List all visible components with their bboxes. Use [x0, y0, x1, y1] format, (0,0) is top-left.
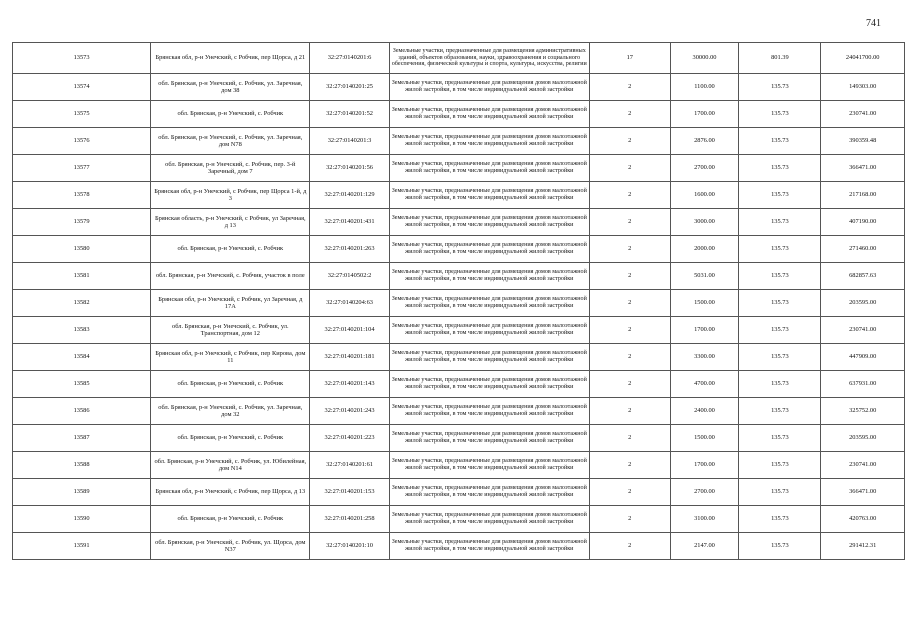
area-cell: 1700.00: [670, 452, 739, 479]
address-cell: Брянская обл, р-н Унечский, с Робчик, пер Щорса 1-й, д 3: [151, 182, 310, 209]
cadastral-value-cell: 420763.00: [821, 506, 905, 533]
specific-value-cell: 135.73: [739, 263, 821, 290]
cadastral-value-cell: 366471.00: [821, 479, 905, 506]
specific-value-cell: 135.73: [739, 74, 821, 101]
use-group-cell: 2: [589, 506, 670, 533]
row-id-cell: 13580: [13, 236, 151, 263]
specific-value-cell: 135.73: [739, 209, 821, 236]
permitted-use-cell: Земельные участки, предназначенные для размещения домов малоэтажной жилой застройки, в том числе индивидуальной жилой застройки: [389, 398, 589, 425]
table-row: [13, 43, 905, 74]
address-cell: обл. Брянская, р-н Унечский, с. Робчик, ул. Заречная, дом N78: [151, 128, 310, 155]
permitted-use-cell: Земельные участки, предназначенные для размещения домов малоэтажной жилой застройки, в том числе индивидуальной жилой застройки: [389, 344, 589, 371]
table-row: [13, 398, 905, 425]
cadastral-value-cell: 366471.00: [821, 155, 905, 182]
area-cell: 2000.00: [670, 236, 739, 263]
row-id-cell: 13587: [13, 425, 151, 452]
specific-value-cell: 135.73: [739, 506, 821, 533]
cadastral-value-cell: 24041700.00: [821, 43, 905, 74]
area-cell: 3300.00: [670, 344, 739, 371]
permitted-use-cell: Земельные участки, предназначенные для размещения домов малоэтажной жилой застройки, в том числе индивидуальной жилой застройки: [389, 290, 589, 317]
cadastral-number-cell: 32:27:0140201:61: [310, 452, 389, 479]
row-id-cell: 13584: [13, 344, 151, 371]
cadastral-number-cell: 32:27:0140201:143: [310, 371, 389, 398]
cadastral-value-cell: 390359.48: [821, 128, 905, 155]
specific-value-cell: 135.73: [739, 344, 821, 371]
specific-value-cell: 135.73: [739, 101, 821, 128]
cadastral-value-cell: 291412.31: [821, 533, 905, 560]
permitted-use-cell: Земельные участки, предназначенные для размещения домов малоэтажной жилой застройки, в том числе индивидуальной жилой застройки: [389, 155, 589, 182]
row-id-cell: 13578: [13, 182, 151, 209]
address-cell: обл. Брянская, р-н Унечский, с. Робчик, ул. Юбилейная, дом N14: [151, 452, 310, 479]
address-cell: Брянская обл, р-н Унечский, с Робчик, ул Заречная, д 17А: [151, 290, 310, 317]
cadastral-value-cell: 325752.00: [821, 398, 905, 425]
area-cell: 1500.00: [670, 425, 739, 452]
specific-value-cell: 135.73: [739, 290, 821, 317]
area-cell: 3100.00: [670, 506, 739, 533]
row-id-cell: 13590: [13, 506, 151, 533]
permitted-use-cell: Земельные участки, предназначенные для размещения домов малоэтажной жилой застройки, в том числе индивидуальной жилой застройки: [389, 371, 589, 398]
permitted-use-cell: Земельные участки, предназначенные для размещения домов малоэтажной жилой застройки, в том числе индивидуальной жилой застройки: [389, 452, 589, 479]
specific-value-cell: 135.73: [739, 452, 821, 479]
table-row: [13, 371, 905, 398]
cadastral-value-table: [12, 42, 905, 560]
area-cell: 2700.00: [670, 155, 739, 182]
cadastral-number-cell: 32:27:0140201:10: [310, 533, 389, 560]
table-row: [13, 506, 905, 533]
use-group-cell: 2: [589, 263, 670, 290]
cadastral-number-cell: 32:27:0140201:243: [310, 398, 389, 425]
specific-value-cell: 135.73: [739, 533, 821, 560]
table-row: [13, 479, 905, 506]
permitted-use-cell: Земельные участки, предназначенные для размещения домов малоэтажной жилой застройки, в том числе индивидуальной жилой застройки: [389, 236, 589, 263]
specific-value-cell: 135.73: [739, 479, 821, 506]
address-cell: обл. Брянская, р-н Унечский, с. Робчик, ул. Щорса, дом N37: [151, 533, 310, 560]
row-id-cell: 13579: [13, 209, 151, 236]
table-body: [13, 43, 905, 560]
address-cell: обл. Брянская, р-н Унечский, с. Робчик, ул. Заречная, дом 38: [151, 74, 310, 101]
table-row: [13, 452, 905, 479]
cadastral-number-cell: 32:27:0140201:181: [310, 344, 389, 371]
table-row: [13, 128, 905, 155]
specific-value-cell: 135.73: [739, 371, 821, 398]
row-id-cell: 13576: [13, 128, 151, 155]
area-cell: 1700.00: [670, 101, 739, 128]
area-cell: 5031.00: [670, 263, 739, 290]
cadastral-value-cell: 407190.00: [821, 209, 905, 236]
cadastral-value-cell: 149303.00: [821, 74, 905, 101]
address-cell: обл. Брянская, р-н Унечский, с. Робчик, ул. Заречная, дом 32: [151, 398, 310, 425]
specific-value-cell: 135.73: [739, 398, 821, 425]
page-number: 741: [866, 18, 881, 29]
row-id-cell: 13573: [13, 43, 151, 74]
use-group-cell: 2: [589, 155, 670, 182]
table-row: [13, 209, 905, 236]
area-cell: 4700.00: [670, 371, 739, 398]
address-cell: Брянская обл, р-н Унечский, с Робчик, пер Кирова, дом 11: [151, 344, 310, 371]
cadastral-value-cell: 637931.00: [821, 371, 905, 398]
table-row: [13, 182, 905, 209]
row-id-cell: 13591: [13, 533, 151, 560]
cadastral-number-cell: 32:27:0140204:63: [310, 290, 389, 317]
table-row: [13, 533, 905, 560]
use-group-cell: 2: [589, 290, 670, 317]
area-cell: 1700.00: [670, 317, 739, 344]
use-group-cell: 2: [589, 425, 670, 452]
cadastral-number-cell: 32:27:0140201:431: [310, 209, 389, 236]
use-group-cell: 2: [589, 74, 670, 101]
cadastral-number-cell: 32:27:0140201:223: [310, 425, 389, 452]
cadastral-number-cell: 32:27:0140201:6: [310, 43, 389, 74]
cadastral-value-cell: 447909.00: [821, 344, 905, 371]
table-row: [13, 344, 905, 371]
use-group-cell: 17: [589, 43, 670, 74]
row-id-cell: 13589: [13, 479, 151, 506]
specific-value-cell: 135.73: [739, 128, 821, 155]
use-group-cell: 2: [589, 344, 670, 371]
row-id-cell: 13574: [13, 74, 151, 101]
table-row: [13, 155, 905, 182]
specific-value-cell: 135.73: [739, 182, 821, 209]
address-cell: обл. Брянская, р-н Унечский, с. Робчик: [151, 236, 310, 263]
row-id-cell: 13585: [13, 371, 151, 398]
permitted-use-cell: Земельные участки, предназначенные для размещения домов малоэтажной жилой застройки, в том числе индивидуальной жилой застройки: [389, 101, 589, 128]
cadastral-number-cell: 32:27:0140201:129: [310, 182, 389, 209]
cadastral-value-cell: 217168.00: [821, 182, 905, 209]
address-cell: Брянская область, р-н Унечский, с Робчик, ул Заречная, д 13: [151, 209, 310, 236]
row-id-cell: 13581: [13, 263, 151, 290]
table-row: [13, 236, 905, 263]
cadastral-value-cell: 230741.00: [821, 101, 905, 128]
cadastral-number-cell: 32:27:0140201:263: [310, 236, 389, 263]
area-cell: 1100.00: [670, 74, 739, 101]
cadastral-value-cell: 682857.63: [821, 263, 905, 290]
permitted-use-cell: Земельные участки, предназначенные для размещения домов малоэтажной жилой застройки, в том числе индивидуальной жилой застройки: [389, 263, 589, 290]
table-row: [13, 263, 905, 290]
cadastral-value-cell: 203595.00: [821, 425, 905, 452]
permitted-use-cell: Земельные участки, предназначенные для размещения домов малоэтажной жилой застройки, в том числе индивидуальной жилой застройки: [389, 533, 589, 560]
cadastral-number-cell: 32:27:0140201:104: [310, 317, 389, 344]
use-group-cell: 2: [589, 479, 670, 506]
address-cell: обл. Брянская, р-н Унечский, с. Робчик: [151, 425, 310, 452]
specific-value-cell: 135.73: [739, 425, 821, 452]
area-cell: 1600.00: [670, 182, 739, 209]
permitted-use-cell: Земельные участки, предназначенные для размещения домов малоэтажной жилой застройки, в том числе индивидуальной жилой застройки: [389, 317, 589, 344]
permitted-use-cell: Земельные участки, предназначенные для размещения домов малоэтажной жилой застройки, в том числе индивидуальной жилой застройки: [389, 128, 589, 155]
cadastral-number-cell: 32:27:0140201:52: [310, 101, 389, 128]
area-cell: 2147.00: [670, 533, 739, 560]
address-cell: Брянская обл, р-н Унечский, с Робчик, пер Щорса, д 21: [151, 43, 310, 74]
cadastral-number-cell: 32:27:0140201:3: [310, 128, 389, 155]
address-cell: Брянская обл, р-н Унечский, с Робчик, пер Щорса, д 13: [151, 479, 310, 506]
cadastral-number-cell: 32:27:0140201:153: [310, 479, 389, 506]
area-cell: 3000.00: [670, 209, 739, 236]
specific-value-cell: 135.73: [739, 155, 821, 182]
cadastral-number-cell: 32:27:0140201:258: [310, 506, 389, 533]
address-cell: обл. Брянская, р-н Унечский, с. Робчик, пер. 3-й Заречный, дом 7: [151, 155, 310, 182]
use-group-cell: 2: [589, 236, 670, 263]
table-row: [13, 74, 905, 101]
address-cell: обл. Брянская, р-н Унечский, с. Робчик, ул. Транспортная, дом 12: [151, 317, 310, 344]
row-id-cell: 13588: [13, 452, 151, 479]
area-cell: 2400.00: [670, 398, 739, 425]
row-id-cell: 13582: [13, 290, 151, 317]
address-cell: обл. Брянская, р-н Унечский, с. Робчик: [151, 506, 310, 533]
permitted-use-cell: Земельные участки, предназначенные для размещения домов малоэтажной жилой застройки, в том числе индивидуальной жилой застройки: [389, 182, 589, 209]
address-cell: обл. Брянская, р-н Унечский, с. Робчик, участок в поле: [151, 263, 310, 290]
use-group-cell: 2: [589, 371, 670, 398]
cadastral-value-cell: 271460.00: [821, 236, 905, 263]
row-id-cell: 13586: [13, 398, 151, 425]
area-cell: 2876.00: [670, 128, 739, 155]
specific-value-cell: 801.39: [739, 43, 821, 74]
cadastral-value-cell: 203595.00: [821, 290, 905, 317]
permitted-use-cell: Земельные участки, предназначенные для размещения домов малоэтажной жилой застройки, в том числе индивидуальной жилой застройки: [389, 74, 589, 101]
cadastral-value-cell: 230741.00: [821, 317, 905, 344]
permitted-use-cell: Земельные участки, предназначенные для размещения домов малоэтажной жилой застройки, в том числе индивидуальной жилой застройки: [389, 209, 589, 236]
table-row: [13, 317, 905, 344]
permitted-use-cell: Земельные участки, предназначенные для размещения административных зданий, объектов образования, науки, здравоохранения и социального обеспечения, физической культуры и спорта, культуры, искусства, религии: [389, 43, 589, 74]
specific-value-cell: 135.73: [739, 317, 821, 344]
area-cell: 1500.00: [670, 290, 739, 317]
use-group-cell: 2: [589, 209, 670, 236]
permitted-use-cell: Земельные участки, предназначенные для размещения домов малоэтажной жилой застройки, в том числе индивидуальной жилой застройки: [389, 479, 589, 506]
use-group-cell: 2: [589, 452, 670, 479]
use-group-cell: 2: [589, 101, 670, 128]
cadastral-number-cell: 32:27:0140201:56: [310, 155, 389, 182]
area-cell: 30000.00: [670, 43, 739, 74]
cadastral-number-cell: 32:27:0140201:25: [310, 74, 389, 101]
cadastral-value-cell: 230741.00: [821, 452, 905, 479]
use-group-cell: 2: [589, 398, 670, 425]
address-cell: обл. Брянская, р-н Унечский, с. Робчик: [151, 101, 310, 128]
use-group-cell: 2: [589, 128, 670, 155]
row-id-cell: 13575: [13, 101, 151, 128]
permitted-use-cell: Земельные участки, предназначенные для размещения домов малоэтажной жилой застройки, в том числе индивидуальной жилой застройки: [389, 425, 589, 452]
specific-value-cell: 135.73: [739, 236, 821, 263]
use-group-cell: 2: [589, 533, 670, 560]
table-row: [13, 101, 905, 128]
row-id-cell: 13583: [13, 317, 151, 344]
address-cell: обл. Брянская, р-н Унечский, с. Робчик: [151, 371, 310, 398]
table-row: [13, 290, 905, 317]
area-cell: 2700.00: [670, 479, 739, 506]
table-row: [13, 425, 905, 452]
permitted-use-cell: Земельные участки, предназначенные для размещения домов малоэтажной жилой застройки, в том числе индивидуальной жилой застройки: [389, 506, 589, 533]
use-group-cell: 2: [589, 182, 670, 209]
row-id-cell: 13577: [13, 155, 151, 182]
use-group-cell: 2: [589, 317, 670, 344]
cadastral-number-cell: 32:27:0140502:2: [310, 263, 389, 290]
